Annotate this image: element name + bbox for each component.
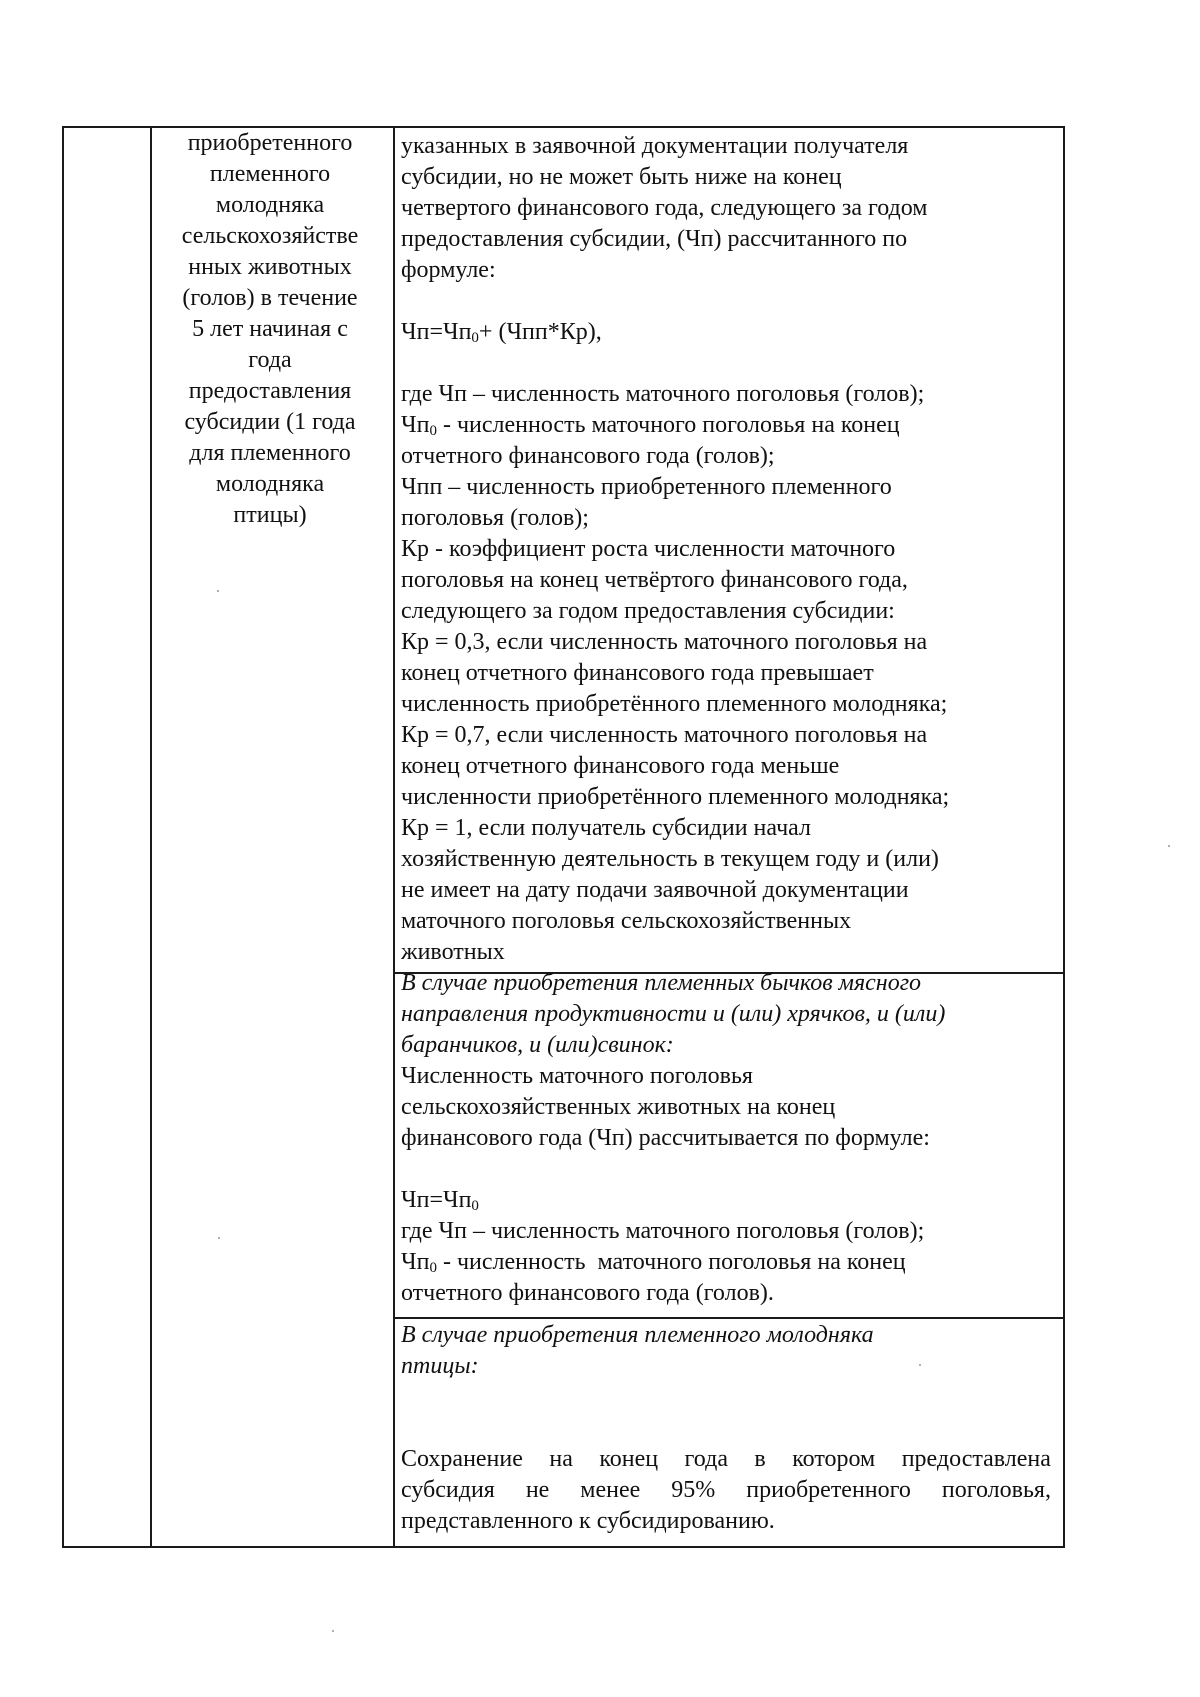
- indicator-name-cell: [150, 128, 390, 531]
- definition-line: где Чп – численность маточного поголовья (голов);: [401, 381, 925, 407]
- indicator-line: субсидии (1 года: [184, 409, 356, 435]
- table-column-divider-2: [393, 126, 395, 1548]
- scan-speck: [1168, 845, 1170, 847]
- text-line: финансового года (Чп) рассчитывается по формуле:: [401, 1125, 930, 1151]
- text-line: численность приобретённого племенного молодняка;: [401, 691, 948, 717]
- indicator-line: племенного: [209, 161, 331, 187]
- text-line: маточного поголовья сельскохозяйственных: [401, 908, 852, 934]
- text-line: численности приобретённого племенного молодняка;: [401, 784, 950, 810]
- table-border-left: [62, 126, 64, 1548]
- text-line: сельскохозяйственных животных на конец: [401, 1094, 836, 1120]
- definition-line: $Чп_0$ - численность маточного поголовья на конец: [401, 412, 900, 439]
- indicator-line: молодняка: [215, 192, 325, 218]
- text-line: формуле:: [401, 257, 496, 283]
- text-line: Численность маточного поголовья: [401, 1063, 753, 1089]
- definition-line: $Чп_0$ - численность маточного поголовья на конец: [401, 1249, 906, 1276]
- indicator-line: для племенного: [189, 440, 351, 466]
- indicator-line: птицы): [233, 502, 307, 528]
- calculation-cell-poultry: [401, 1320, 1061, 1537]
- text-line: субсидии, но не может быть ниже на конец: [401, 164, 842, 190]
- justified-paragraph-line: субсидия не менее 95% приобретенного поголовья,: [401, 1477, 1051, 1503]
- text-line: предоставления субсидии, (Чп) рассчитанного по: [401, 226, 908, 252]
- text-line: следующего за годом предоставления субсидии:: [401, 598, 895, 624]
- indicator-line: года: [248, 347, 292, 373]
- paragraph-line: представленного к субсидированию.: [401, 1508, 775, 1534]
- indicator-line: приобретенного: [187, 130, 353, 156]
- text-line: поголовья на конец четвёртого финансового года,: [401, 567, 908, 593]
- indicator-line: нных животных: [188, 254, 352, 280]
- formula-line: $Чп=Чп_0$: [401, 1187, 479, 1214]
- table-border-right: [1063, 126, 1065, 1548]
- italic-heading-line: птицы:: [401, 1353, 479, 1379]
- table-border-bottom: [62, 1546, 1065, 1548]
- scan-speck: [332, 1630, 334, 1632]
- text-line: хозяйственную деятельность в текущем году и (или): [401, 846, 939, 872]
- scan-speck: [218, 1237, 220, 1239]
- italic-heading-line: направления продуктивности и (или) хрячков, и (или): [401, 1001, 946, 1027]
- italic-heading-line: В случае приобретения племенных бычков мясного: [401, 970, 922, 996]
- scan-speck: [217, 590, 219, 592]
- definition-line: где Чп – численность маточного поголовья (голов);: [401, 1218, 925, 1244]
- formula-line: $Чп=Чп_0+ (Чпп*Кр)$,: [401, 319, 602, 346]
- italic-heading-line: В случае приобретения племенного молодняка: [401, 1322, 874, 1348]
- italic-heading-line: баранчиков, и (или)свинок:: [401, 1032, 674, 1058]
- text-line: Чпп – численность приобретенного племенного: [401, 474, 892, 500]
- text-line: Кр = 1, если получатель субсидии начал: [401, 815, 812, 841]
- text-line: четвертого финансового года, следующего за годом: [401, 195, 928, 221]
- text-line: поголовья (голов);: [401, 505, 589, 531]
- text-line: конец отчетного финансового года меньше: [401, 753, 840, 779]
- text-line: животных: [401, 939, 505, 965]
- text-line: отчетного финансового года (голов);: [401, 443, 775, 469]
- text-line: Кр = 0,7, если численность маточного поголовья на: [401, 722, 928, 748]
- text-line: конец отчетного финансового года превышает: [401, 660, 874, 686]
- text-line: указанных в заявочной документации получателя: [401, 133, 909, 159]
- table-row-divider-2: [393, 1317, 1065, 1319]
- definition-line: отчетного финансового года (голов).: [401, 1280, 774, 1306]
- text-line: Кр = 0,3, если численность маточного поголовья на: [401, 629, 928, 655]
- text-line: не имеет на дату подачи заявочной документации: [401, 877, 909, 903]
- justified-paragraph-line: Сохранение на конец года в котором предоставлена: [401, 1446, 1051, 1472]
- scan-speck: [919, 1364, 921, 1366]
- calculation-cell-breeding-males: [401, 968, 1061, 1309]
- calculation-cell-main: [401, 131, 1061, 968]
- indicator-line: (голов) в течение: [182, 285, 358, 311]
- indicator-line: молодняка: [215, 471, 325, 497]
- indicator-line: сельскохозяйстве: [181, 223, 359, 249]
- indicator-line: 5 лет начиная с: [192, 316, 348, 342]
- indicator-line: предоставления: [188, 378, 352, 404]
- text-line: Кр - коэффициент роста численности маточного: [401, 536, 896, 562]
